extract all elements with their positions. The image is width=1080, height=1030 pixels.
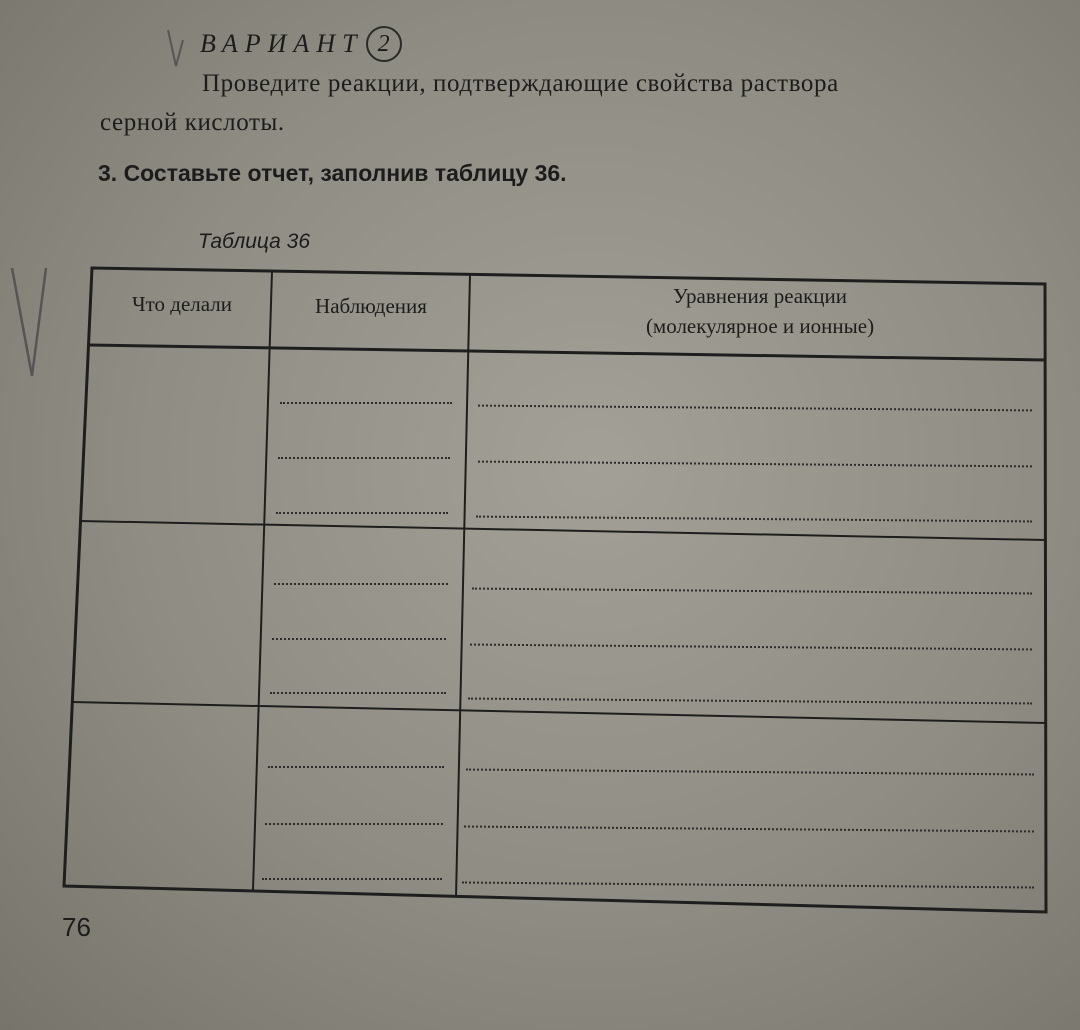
header-divider — [90, 345, 1045, 360]
observation-answer-line[interactable] — [270, 692, 446, 694]
instruction-line-2: серной кислоты. — [100, 109, 285, 136]
task-heading: 3. Составьте отчет, заполнив таблицу 36. — [98, 160, 567, 186]
header-what-done: Что делали — [131, 292, 232, 316]
observation-answer-line[interactable] — [268, 766, 444, 768]
observation-answer-line[interactable] — [265, 823, 443, 825]
instruction-line-1: Проведите реакции, подтверждающие свойства раствора — [202, 70, 839, 97]
header-equations-line1: Уравнения реакции — [672, 284, 848, 308]
column-divider-2 — [456, 274, 470, 897]
table-caption: Таблица 36 — [198, 230, 311, 253]
column-divider-1 — [253, 271, 272, 890]
variant-number-circle: 2 — [366, 26, 402, 62]
observation-answer-line[interactable] — [262, 878, 442, 880]
observation-answer-line[interactable] — [276, 512, 448, 514]
observation-answer-line[interactable] — [280, 402, 452, 404]
header-observations: Наблюдения — [315, 294, 427, 318]
row-divider-2 — [72, 702, 1046, 723]
observation-answer-line[interactable] — [272, 638, 446, 640]
row-divider-1 — [80, 521, 1045, 540]
observation-answer-line[interactable] — [278, 457, 450, 459]
header-equations-line2: (молекулярное и ионные) — [645, 314, 875, 338]
observation-answer-line[interactable] — [274, 583, 448, 585]
variant-label: ВАРИАНТ — [200, 29, 364, 58]
page-number: 76 — [62, 912, 91, 942]
